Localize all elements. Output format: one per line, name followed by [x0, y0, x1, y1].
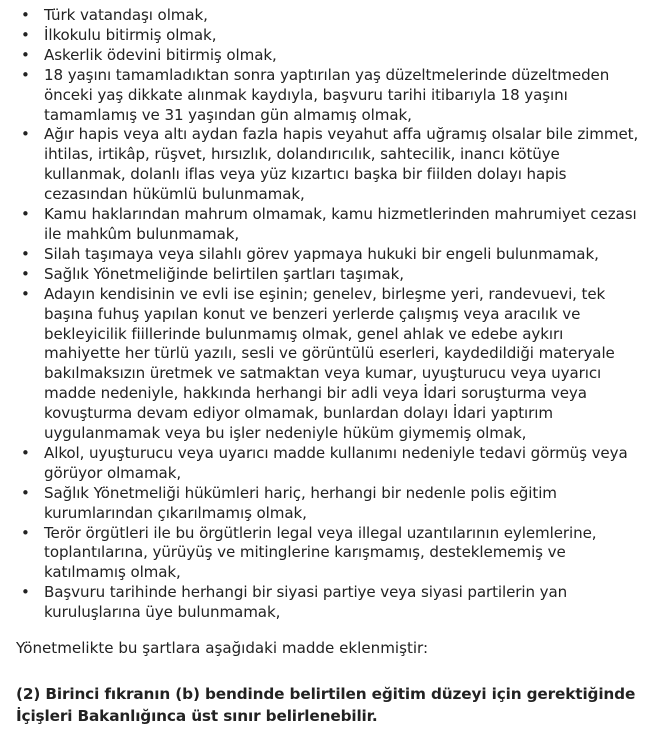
- list-item-text: Ağır hapis veya altı aydan fazla hapis veyahut affa uğramış olsalar bile zimmet, ihtilas, irtikâp, rüşvet, hırsızlık, dolandırıcılık, sahtecilik, inancı kötüye kullanmak, dolanlı iflas veya yüz kızartıcı başka bir fiilden dolayı hapis cezasından hükümlü bulunmamak,: [44, 125, 639, 204]
- list-item-text: Terör örgütleri ile bu örgütlerin legal veya illegal uzantılarının eylemlerine, toplantılarına, yürüyüş ve mitinglerine karışmamış, desteklememiş ve katılmamış olmak,: [44, 523, 597, 582]
- list-item-text: Adayın kendisinin ve evli ise eşinin; genelev, birleşme yeri, randevuevi, tek başına fuhuş yapılan konut ve benzeri yerlerde çalışmış veya aracılık ve bekleyicilik fiillerinde bulunmamış olmak, genel ahlak ve edebe aykırı mahiyette her türlü yazılı, sesli ve görüntülü eserleri, kaydedildiği materyale bakılmaksızın üretmek ve satmaktan veya kumar, uyuşturucu veya uyarıcı madde nedeniyle, hakkında herhangi bir adli veya İdari soruşturma veya kovuşturma devam ediyor olmamak, bunlardan dolayı İdari yaptırım uygulanmamak veya bu işler nedeniyle hüküm giymemiş olmak,: [44, 284, 615, 443]
- list-item: [0, 583, 640, 623]
- bullet-icon: •: [21, 583, 30, 602]
- list-item: [0, 444, 640, 484]
- list-item-text: İlkokulu bitirmiş olmak,: [44, 25, 217, 44]
- list-item-text: Alkol, uyuşturucu veya uyarıcı madde kullanımı nedeniyle tedavi görmüş veya görüyor olmamak,: [44, 443, 628, 482]
- bullet-icon: •: [21, 205, 30, 224]
- bullet-icon: •: [21, 264, 30, 283]
- bullet-icon: •: [21, 125, 30, 144]
- list-item-text: Silah taşımaya veya silahlı görev yapmaya hukuki bir engeli bulunmamak,: [44, 244, 599, 263]
- amendment-note: Yönetmelikte bu şartlara aşağıdaki madde eklenmiştir:: [16, 639, 429, 657]
- list-item: [0, 265, 640, 285]
- list-item: [0, 6, 640, 26]
- bullet-icon: •: [21, 25, 30, 44]
- bullet-icon: •: [21, 244, 30, 263]
- requirements-list: [0, 6, 640, 623]
- list-item: [0, 26, 640, 46]
- list-item: [0, 125, 640, 205]
- list-item-text: 18 yaşını tamamladıktan sonra yaptırılan yaş düzeltmelerinde düzeltmeden önceki yaş dikkate alınmak kaydıyla, başvuru tarihi itibarıyla 18 yaşını tamamlamış ve 31 yaşından gün almamış olmak,: [44, 65, 610, 124]
- bullet-icon: •: [21, 65, 30, 84]
- list-item: [0, 524, 640, 584]
- clause-paragraph: (2) Birinci fıkranın (b) bendinde belirtilen eğitim düzeyi için gerektiğinde İçişleri Bakanlığınca üst sınır belirlenebilir.: [16, 685, 636, 725]
- bullet-icon: •: [21, 483, 30, 502]
- list-item: [0, 245, 640, 265]
- bullet-icon: •: [21, 284, 30, 303]
- list-item: [0, 66, 640, 126]
- list-item-text: Sağlık Yönetmeliğinde belirtilen şartları taşımak,: [44, 264, 404, 283]
- list-item-text: Askerlik ödevini bitirmiş olmak,: [44, 45, 277, 64]
- list-item: [0, 205, 640, 245]
- list-item-text: Başvuru tarihinde herhangi bir siyasi partiye veya siyasi partilerin yan kuruluşlarına üye bulunmamak,: [44, 583, 568, 622]
- bullet-icon: •: [21, 523, 30, 542]
- bullet-icon: •: [21, 6, 30, 24]
- list-item: [0, 46, 640, 66]
- list-item-text: Kamu haklarından mahrum olmamak, kamu hizmetlerinden mahrumiyet cezası ile mahkûm bulunmamak,: [44, 205, 637, 243]
- bullet-icon: •: [21, 443, 30, 462]
- list-item-text: Sağlık Yönetmeliği hükümleri hariç, herhangi bir nedenle polis eğitim kurumlarından çıkarılmamış olmak,: [44, 483, 557, 522]
- list-item: [0, 285, 640, 444]
- list-item-text: Türk vatandaşı olmak,: [44, 6, 208, 24]
- bullet-icon: •: [21, 45, 30, 64]
- list-item: [0, 484, 640, 524]
